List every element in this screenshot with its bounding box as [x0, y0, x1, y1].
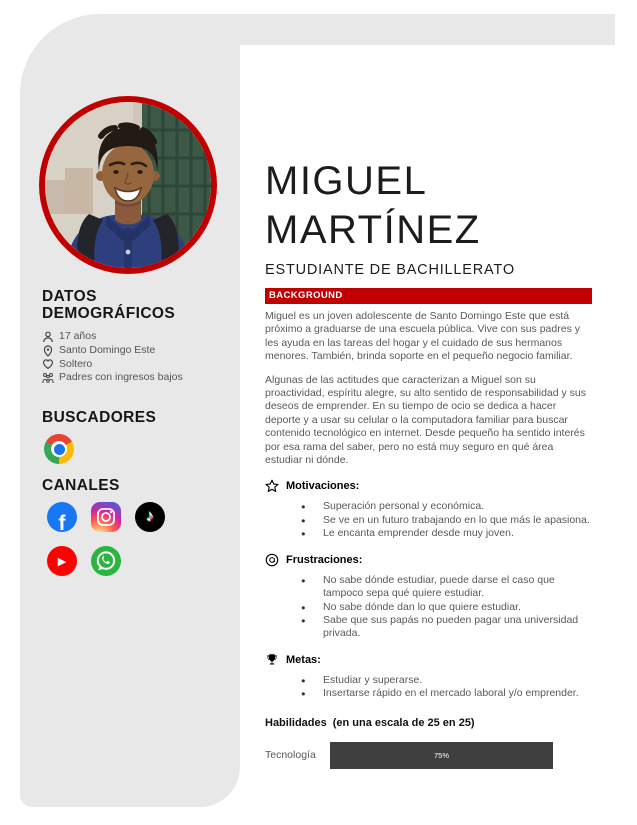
- facebook-glyph: f: [58, 512, 66, 533]
- persona-role: ESTUDIANTE DE BACHILLERATO: [265, 262, 515, 278]
- skill-bar: [330, 742, 553, 769]
- section-title: Motivaciones:: [286, 480, 360, 493]
- instagram-icon: [91, 502, 121, 532]
- bullet-text: Se ve en un futuro trabajando en lo que más le apasiona.: [323, 513, 590, 526]
- list-item: [301, 527, 592, 540]
- list-item: [301, 687, 592, 700]
- section-title: Frustraciones:: [286, 553, 363, 566]
- section-heading-frustraciones: [265, 553, 592, 567]
- avatar: [39, 96, 217, 274]
- skills-title: Habilidades: [265, 716, 327, 729]
- list-item: [301, 500, 592, 513]
- background-paragraph-2: Algunas de las actitudes que caracterizan a Miguel son su proactividad, espíritu alegre, su alto sentido de responsabilidad y sus deseos de emprender. En su tiempo de ocio se dedica a hacer deporte y a usar su celular o la computadora familiar para buscar contenido tecnológico en internet. Desde pequeño ha sentido interés por esa rama del saber, pero no está muy seguro en qué área estudiar ni dónde.: [265, 373, 587, 467]
- demographic-label: Padres con ingresos bajos: [59, 371, 183, 384]
- demographic-item-location: [42, 344, 232, 358]
- last-name: MARTÍNEZ: [265, 208, 481, 252]
- bullet-text: No sabe dónde estudiar, puede darse el caso que tampoco sepa qué quiere estudiar.: [323, 573, 555, 600]
- skill-row-tecnologia: [265, 742, 592, 769]
- bullet-icon: ●: [301, 529, 306, 539]
- avatar-illustration: [45, 102, 211, 268]
- demographic-item-family: [42, 371, 232, 385]
- demographic-item-age: [42, 330, 232, 344]
- location-icon: [42, 345, 54, 357]
- background-banner: BACKGROUND: [265, 288, 592, 304]
- person-icon: [42, 331, 54, 343]
- facebook-icon: [47, 502, 77, 532]
- channels-title: CANALES: [42, 477, 120, 495]
- bullet-text: Estudiar y superarse.: [323, 673, 423, 686]
- section-heading-motivaciones: [265, 479, 592, 493]
- section-heading-metas: [265, 653, 592, 667]
- bullet-icon: ●: [301, 615, 306, 625]
- bullet-text: Le encanta emprender desde muy joven.: [323, 527, 514, 540]
- chrome-icon: [44, 434, 74, 464]
- demographic-label: Santo Domingo Este: [59, 343, 156, 356]
- trophy-icon: [265, 653, 279, 667]
- skill-label: Tecnología: [265, 749, 316, 762]
- persona-name: [265, 157, 592, 255]
- skills-heading: [265, 717, 592, 729]
- first-name: MIGUEL: [265, 159, 428, 203]
- bullet-icon: ●: [301, 575, 306, 585]
- motivaciones-list: [265, 500, 592, 540]
- star-icon: [265, 479, 279, 493]
- demographics-title: DATOS DEMOGRÁFICOS: [42, 288, 176, 322]
- tiktok-glyph: ♪: [146, 508, 154, 526]
- frustraciones-list: [265, 574, 592, 641]
- frustration-icon: [265, 553, 279, 567]
- channels-grid: [47, 502, 177, 576]
- demographic-label: 17 años: [59, 330, 97, 342]
- bullet-text: Superación personal y económica.: [323, 500, 485, 513]
- list-item: [301, 674, 592, 687]
- skills-scale-note: (en una escala de 25 en 25): [332, 716, 475, 729]
- relationship-icon: [42, 358, 54, 370]
- demographics-list: [42, 330, 232, 385]
- main-content: [265, 157, 592, 769]
- skill-value: 75%: [433, 750, 449, 760]
- bullet-icon: ●: [301, 515, 306, 525]
- youtube-icon: [47, 546, 77, 576]
- section-title: Metas:: [286, 653, 321, 666]
- bullet-icon: ●: [301, 675, 306, 685]
- demographic-item-marital: [42, 358, 232, 372]
- family-icon: [42, 372, 54, 384]
- bullet-icon: ●: [301, 602, 306, 612]
- list-item: [301, 514, 592, 527]
- list-item: [301, 614, 592, 641]
- demographic-label: Soltero: [59, 357, 93, 370]
- bullet-icon: ●: [301, 502, 306, 512]
- browsers-title: BUSCADORES: [42, 409, 157, 427]
- list-item: [301, 574, 592, 601]
- metas-list: [265, 674, 592, 701]
- bullet-text: No sabe dónde dan lo que quiere estudiar.: [323, 600, 521, 613]
- sidebar: [42, 288, 232, 576]
- tiktok-icon: [135, 502, 165, 532]
- whatsapp-icon: [91, 546, 121, 576]
- bullet-text: Sabe que sus papás no pueden pagar una universidad privada.: [323, 613, 579, 640]
- bullet-icon: ●: [301, 689, 306, 699]
- top-band-shape: [140, 14, 615, 45]
- list-item: [301, 601, 592, 614]
- bullet-text: Insertarse rápido en el mercado laboral y/o emprender.: [323, 687, 579, 700]
- background-paragraph-1: Miguel es un joven adolescente de Santo Domingo Este que está próximo a graduarse de una escuela pública. Vive con sus padres y les ayuda en las tareas del hogar y el cuidado de sus hermanos menores. También, brinda soporte en el pequeño negocio familiar.: [265, 310, 580, 363]
- youtube-glyph: ▶: [57, 555, 67, 568]
